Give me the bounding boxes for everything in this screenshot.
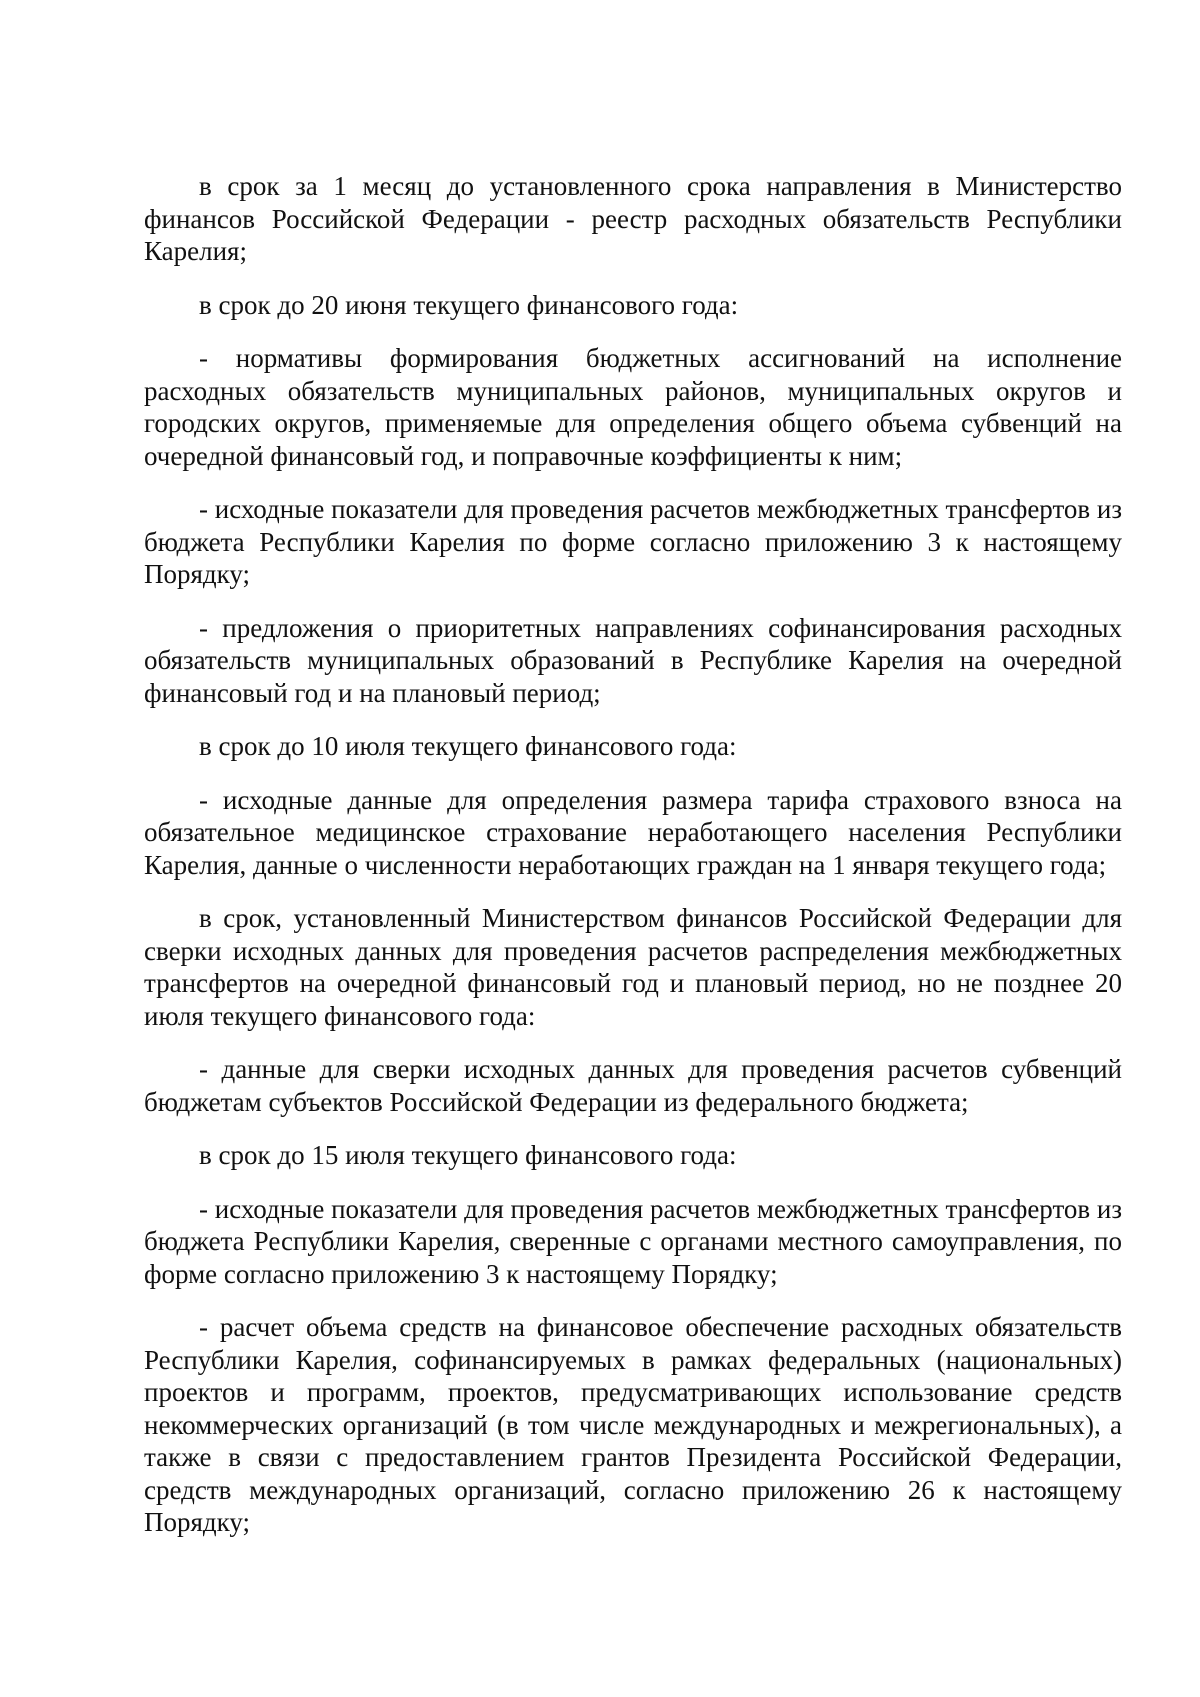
paragraph-reconciled-indicators: - исходные показатели для проведения расчетов межбюджетных трансфертов из бюджета Республики Карелия, сверенные с органами местного самоуправления, по форме согласно приложению 3 к настоящему Порядку; [144,1193,1123,1289]
paragraph-initial-indicators: - исходные показатели для проведения расчетов межбюджетных трансфертов из бюджета Республики Карелия по форме согласно приложению 3 к настоящему Порядку; [144,494,1123,589]
paragraph-funding-calculation: - расчет объема средств на финансовое обеспечение расходных обязательств Республики Карелия, софинансируемых в рамках федеральных (национальных) проектов и программ, проектов, предусматривающих использование средств некоммерческих организаций (в том числе международных и межрегиональных), а также в связи с предоставлением грантов Президента Российской Федерации, средств международных организаций, согласно приложению 26 к настоящему Порядку; [144,1312,1122,1537]
paragraph-insurance-data: - исходные данные для определения размера тарифа страхового взноса на обязательное медицинское страхование неработающего населения Республики Карелия, данные о численности неработающих граждан на 1 января текущего года; [144,784,1122,880]
paragraph-reconciliation-data: - данные для сверки исходных данных для проведения расчетов субвенций бюджетам субъектов Российской Федерации из федерального бюджета; [144,1054,1122,1117]
paragraph-registry-deadline: в срок за 1 месяц до установленного срока направления в Министерство финансов Российской Федерации - реестр расходных обязательств Республики Карелия; [144,171,1122,266]
paragraph-july-10-deadline: в срок до 10 июля текущего финансового года: [199,731,737,761]
paragraph-july-15-deadline: в срок до 15 июля текущего финансового года: [199,1140,737,1170]
paragraph-ministry-deadline: в срок, установленный Министерством финансов Российской Федерации для сверки исходных данных для проведения расчетов распределения межбюджетных трансфертов на очередной финансовый год и плановый период, но не позднее 20 июля текущего финансового года: [144,903,1122,1031]
paragraph-cofinancing-proposals: - предложения о приоритетных направлениях софинансирования расходных обязательств муниципальных образований в Республике Карелия на очередной финансовый год и на плановый период; [144,612,1122,708]
document-body [144,170,1122,1560]
paragraph-standards: - нормативы формирования бюджетных ассигнований на исполнение расходных обязательств муниципальных районов, муниципальных округов и городских округов, применяемые для определения общего объема субвенций на очередной финансовый год, и поправочные коэффициенты к ним; [144,343,1122,471]
paragraph-june-20-deadline: в срок до 20 июня текущего финансового года: [199,289,739,320]
